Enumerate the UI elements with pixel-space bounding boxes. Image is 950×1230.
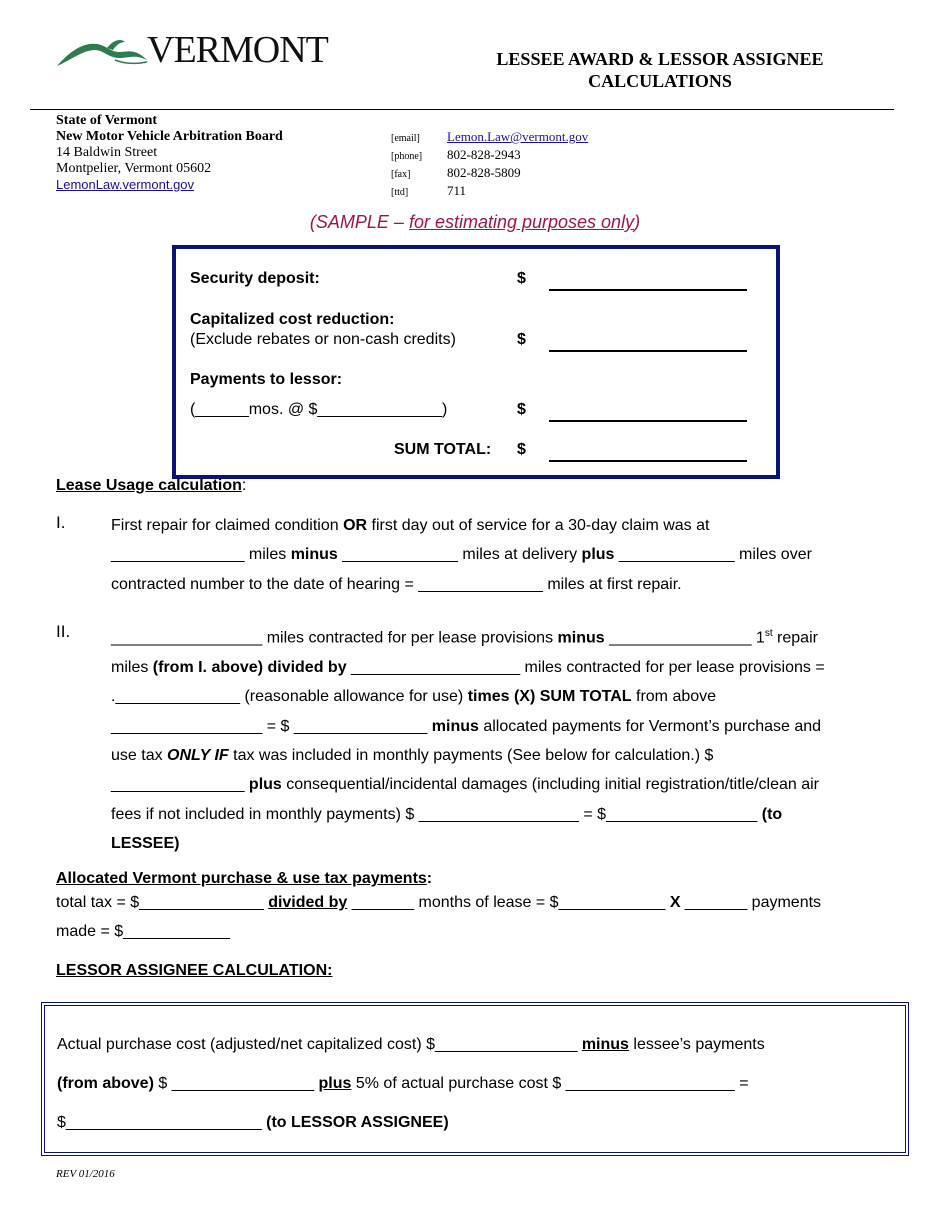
contact-value: 802-828-5809 [447, 165, 521, 180]
dollar-sign: $ [517, 441, 526, 458]
text-line: _______________ miles minus _____________ miles at delivery plus _____________ miles over [111, 546, 812, 564]
contact-list [391, 129, 588, 201]
sum-total-field[interactable] [549, 460, 747, 462]
text-line: miles (from I. above) divided by ___________________ miles contracted for per lease provisions = [111, 658, 825, 676]
contact-label: [email] [391, 133, 420, 144]
heading-colon: : [241, 477, 247, 494]
contact-value: 802-828-2943 [447, 147, 521, 162]
text-line: LESSEE) [111, 835, 180, 853]
lease-usage-heading [56, 477, 246, 495]
sample-prefix: (SAMPLE – [309, 212, 409, 232]
agency-board: New Motor Vehicle Arbitration Board [56, 129, 283, 144]
text-line: use tax ONLY IF tax was included in monthly payments (See below for calculation.) $ [111, 746, 714, 764]
section-1-text [111, 511, 886, 599]
document-title [480, 48, 840, 92]
agency-website-link[interactable]: LemonLaw.vermont.gov [56, 177, 195, 192]
contact-label: [fax] [391, 169, 411, 180]
dollar-sign: $ [517, 270, 526, 287]
text-line: _______________ plus consequential/incidental damages (including initial registration/title/clean air [111, 776, 820, 794]
title-line-1: LESSEE AWARD & LESSOR ASSIGNEE [496, 49, 824, 69]
lessor-assignee-heading: LESSOR ASSIGNEE CALCULATION: [56, 962, 333, 979]
title-line-2: CALCULATIONS [588, 71, 732, 91]
allocated-heading: Allocated Vermont purchase & use tax payments: [56, 870, 433, 887]
sample-notice [0, 212, 950, 233]
text-line: $______________________ (to LESSOR ASSIGNEE) [57, 1114, 449, 1131]
text-line: fees if not included in monthly payments) $ __________________ = $_________________ (to [111, 805, 783, 823]
lessor-assignee-text [57, 1025, 897, 1142]
mountain-logo-icon [55, 30, 150, 74]
cap-cost-note: (Exclude rebates or non-cash credits) [190, 331, 456, 348]
agency-state: State of Vermont [56, 113, 158, 128]
cap-cost-field[interactable] [549, 350, 747, 352]
text-line: contracted number to the date of hearing = ______________ miles at first repair. [111, 575, 682, 593]
revision-label: REV 01/2016 [56, 1168, 115, 1180]
security-deposit-label: Security deposit: [190, 270, 320, 287]
agency-address [56, 113, 283, 193]
text-line: _________________ = $ _______________ minus allocated payments for Vermont’s purchase and [111, 717, 822, 735]
payments-label: Payments to lessor: [190, 371, 343, 388]
section-2-text [111, 619, 886, 859]
sample-underlined: for estimating purposes only [408, 212, 635, 232]
contact-fax [391, 165, 588, 183]
sum-total-label: SUM TOTAL: [394, 441, 492, 458]
text-line: total tax = $______________ divided by _______ months of lease = $____________ X _______ payments [56, 894, 822, 911]
lessee-sum-box [172, 245, 780, 479]
agency-city: Montpelier, Vermont 05602 [56, 161, 212, 176]
text-line: made = $____________ [56, 923, 230, 941]
sample-suffix: ) [634, 212, 641, 232]
text-line: Actual purchase cost (adjusted/net capitalized cost) $________________ minus lessee’s payments [57, 1036, 765, 1053]
dollar-sign: $ [517, 401, 526, 418]
cap-cost-label: Capitalized cost reduction: [190, 311, 395, 328]
contact-label: [ttd] [391, 187, 409, 198]
contact-phone [391, 147, 588, 165]
email-link[interactable]: Lemon.Law@vermont.gov [447, 129, 589, 144]
agency-street: 14 Baldwin Street [56, 145, 158, 160]
contact-label: [phone] [391, 151, 423, 162]
section-1-numeral: I. [56, 513, 66, 532]
text-line: .______________ (reasonable allowance for use) times (X) SUM TOTAL from above [111, 688, 717, 706]
section-2-numeral: II. [56, 622, 71, 641]
text-line: (from above) $ ________________ plus 5% of actual purchase cost $ ___________________ = [57, 1075, 749, 1092]
payments-field[interactable] [549, 420, 747, 422]
text-line: _________________ miles contracted for per lease provisions minus ________________ 1st repair [111, 628, 818, 647]
contact-email [391, 129, 588, 147]
payments-formula: (______mos. @ $______________) [190, 401, 448, 418]
contact-ttd [391, 183, 588, 201]
dollar-sign: $ [517, 331, 526, 348]
header-divider [30, 109, 894, 110]
logo-wordmark: VERMONT [147, 29, 328, 71]
security-deposit-field[interactable] [549, 289, 747, 291]
contact-value: 711 [447, 183, 467, 198]
text-line: First repair for claimed condition OR first day out of service for a 30-day claim was at [111, 517, 710, 534]
allocated-tax-section [56, 870, 896, 947]
lease-usage-title: Lease Usage calculation [56, 477, 242, 494]
